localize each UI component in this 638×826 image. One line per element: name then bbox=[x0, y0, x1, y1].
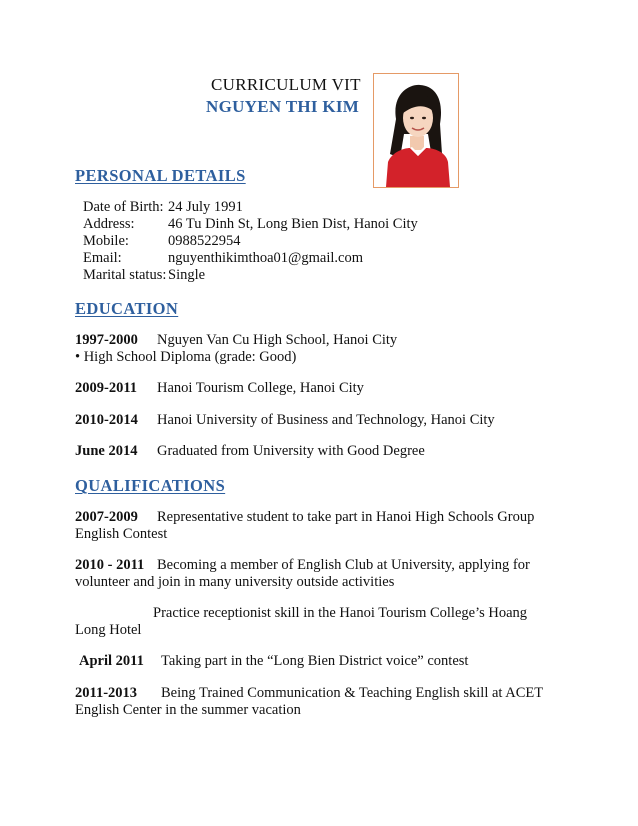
marital-label: Marital status: bbox=[83, 267, 167, 283]
education-year: 2009-2011 bbox=[75, 380, 138, 396]
qualification-line1: Becoming a member of English Club at University, applying for bbox=[157, 557, 530, 573]
mobile-value: 0988522954 bbox=[168, 233, 241, 249]
person-photo-icon bbox=[374, 74, 458, 187]
education-text: Nguyen Van Cu High School, Hanoi City bbox=[157, 332, 398, 348]
qualification-line2: volunteer and join in many university outside activities bbox=[75, 574, 395, 590]
education-year: 2010-2014 bbox=[75, 412, 138, 428]
qualification-line1: Being Trained Communication & Teaching English skill at ACET bbox=[161, 685, 544, 701]
education-year: 1997-2000 bbox=[75, 332, 138, 348]
qualification-year-text: 2010 - 2011 bbox=[75, 557, 145, 573]
cv-title: CURRICULUM VIT bbox=[211, 75, 361, 94]
section-heading-personal-details: PERSONAL DETAILS bbox=[75, 166, 246, 185]
education-entry bbox=[75, 380, 137, 397]
qualification-year-text: 2011-2013 bbox=[75, 685, 138, 701]
qualification-year bbox=[75, 509, 138, 526]
qualification-line2: English Center in the summer vacation bbox=[75, 702, 301, 718]
qualification-line2: Long Hotel bbox=[75, 622, 142, 638]
education-text: Hanoi University of Business and Technology, Hanoi City bbox=[157, 412, 495, 428]
education-text: Hanoi Tourism College, Hanoi City bbox=[157, 380, 364, 396]
qualification-year bbox=[79, 653, 144, 670]
qualification-line1: Representative student to take part in Hanoi High Schools Group bbox=[157, 509, 535, 525]
education-sub: • High School Diploma (grade: Good) bbox=[75, 349, 297, 365]
section-heading-qualifications: QUALIFICATIONS bbox=[75, 476, 226, 495]
dob-value: 24 July 1991 bbox=[168, 199, 243, 215]
dob-label: Date of Birth: bbox=[83, 199, 164, 215]
email-label: Email: bbox=[83, 250, 122, 266]
education-text: Graduated from University with Good Degree bbox=[157, 443, 425, 459]
qualification-year-text: April 2011 bbox=[79, 653, 144, 669]
address-value: 46 Tu Dinh St, Long Bien Dist, Hanoi City bbox=[168, 216, 418, 232]
education-entry bbox=[75, 412, 138, 429]
education-year: June 2014 bbox=[75, 443, 138, 459]
qualification-year bbox=[75, 685, 137, 702]
address-label: Address: bbox=[83, 216, 135, 232]
person-name: NGUYEN THI KIM bbox=[206, 97, 360, 116]
profile-photo bbox=[373, 73, 459, 188]
qualification-line1: Taking part in the “Long Bien District voice” contest bbox=[161, 653, 469, 669]
education-entry bbox=[75, 332, 138, 349]
email-value: nguyenthikimthoa01@gmail.com bbox=[168, 250, 363, 266]
qualification-line1: Practice receptionist skill in the Hanoi Tourism College’s Hoang bbox=[153, 605, 528, 621]
section-heading-education: EDUCATION bbox=[75, 299, 179, 318]
qualification-year-text: 2007-2009 bbox=[75, 509, 138, 525]
education-entry bbox=[75, 443, 137, 460]
qualification-year bbox=[75, 557, 144, 574]
marital-value: Single bbox=[168, 267, 206, 283]
qualification-line2: English Contest bbox=[75, 526, 168, 542]
mobile-label: Mobile: bbox=[83, 233, 129, 249]
